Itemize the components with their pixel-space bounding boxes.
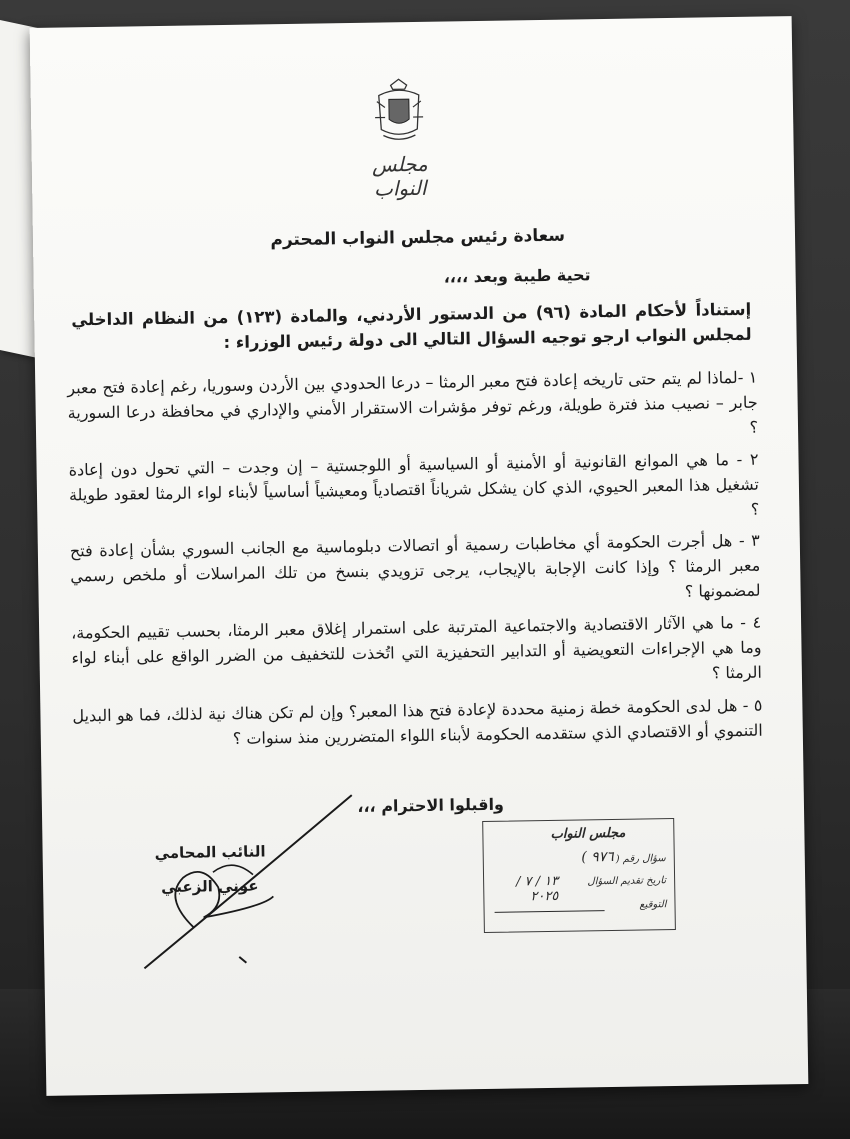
- signatory-title: النائب المحامي: [154, 842, 266, 863]
- addressee: سعادة رئيس مجلس النواب المحترم: [270, 225, 566, 251]
- handwritten-signature: [121, 774, 424, 979]
- question-3: ٣ - هل أجرت الحكومة أي مخاطبات رسمية أو اتصالات دبلوماسية مع الجانب السوري بشأن إعادة فتح معبر الرمثا ؟ وإذا كانت الإجابة بالإيجاب، يرجى تزويدي بنسخ من تلك المراسلات أو ملخص رسمي لمضمونها ؟: [69, 530, 761, 601]
- stamp-signature-label: التوقيع: [639, 899, 667, 911]
- stamp-date-label: تاريخ تقديم السؤال: [587, 875, 667, 888]
- stamp-signature-line: [495, 910, 605, 913]
- council-logo: مجلس النواب: [371, 151, 428, 201]
- signatory-name: عوني الزعبي: [161, 876, 259, 897]
- intro-paragraph: إستناداً لأحكام المادة (٩٦) من الدستور الأردني، والمادة (١٢٣) من النظام الداخلي لمجلس النواب ارجو توجيه السؤال التالي الى دولة رئيس الوزراء :: [71, 299, 752, 353]
- question-4: ٤ - ما هي الآثار الاقتصادية والاجتماعية المترتبة على استمرار إغلاق معبر الرمثا، بحسب تقييم الحكومة، وما هي الإجراءات التعويضية أو التدابير التحفيزية التي اتُخذت للتخفيف من الضرر الواقع على أبناء لواء الرمثا ؟: [71, 612, 763, 683]
- stamp-title: مجلس النواب: [550, 825, 626, 842]
- closing-phrase: واقبلوا الاحترام ،،،: [357, 794, 505, 816]
- stamp-date: ١٣ / ٧ / ٢٠٢٥: [515, 873, 559, 905]
- stamp-question-number: ٩٧٦ ): [581, 848, 614, 866]
- question-1: ١ -لماذا لم يتم حتى تاريخه إعادة فتح معبر الرمثا – درعا الحدودي بين الأردن وسوريا، رغم إعادة فتح معبر جابر – نصيب منذ فترة طويلة، ورغم توفر مؤشرات الاستقرار الأمني والإداري في محافظة درعا السورية ؟: [67, 367, 759, 437]
- stamp-number-label: سؤال رقم (: [615, 853, 666, 865]
- registration-stamp: [482, 818, 676, 933]
- question-2: ٢ - ما هي الموانع القانونية أو الأمنية أو السياسية أو اللوجستية – إن وجدت – التي تحول دون إعادة تشغيل هذا المعبر الحيوي، الذي كان يشكل شرياناً اقتصادياً ومعيشياً أساسياً لأبناء لواء الرمثا لعقود طويلة ؟: [68, 449, 760, 519]
- greeting: تحية طيبة وبعد ،،،،: [443, 265, 591, 287]
- letter-page: [30, 16, 809, 1096]
- question-5: ٥ - هل لدى الحكومة خطة زمنية محددة لإعادة فتح هذا المعبر؟ وإن لم تكن هناك نية لذلك، فما هو البديل التنموي أو الاقتصادي الذي ستقدمه الحكومة لأبناء اللواء المتضررين منذ سنوات ؟: [72, 695, 763, 748]
- coat-of-arms-icon: [370, 77, 427, 146]
- letter-content: [30, 16, 809, 1096]
